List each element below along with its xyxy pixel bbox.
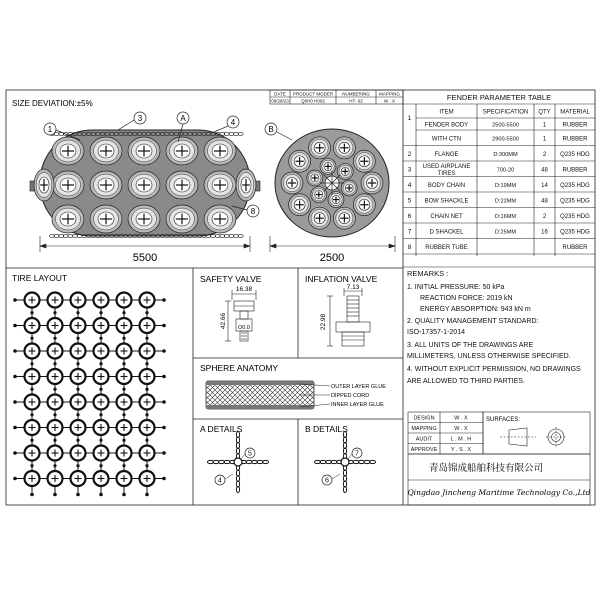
layout-shackle <box>145 388 148 391</box>
safety-valve-title: SAFETY VALVE <box>200 274 262 284</box>
layout-shackle <box>162 426 166 430</box>
layout-shackle <box>53 337 56 340</box>
layout-shackle <box>162 451 166 455</box>
row-item: RUBBER TUBE <box>425 244 468 251</box>
layout-shackle <box>99 362 102 365</box>
layout-tire <box>48 446 63 461</box>
stamp-value: HT- 02 <box>349 98 363 104</box>
row-number: 3 <box>407 166 412 174</box>
callout-8: 8 <box>250 207 256 216</box>
fender-side-view <box>30 130 260 237</box>
layout-tire <box>25 471 40 486</box>
end-tire <box>353 194 375 216</box>
layout-shackle <box>53 311 56 314</box>
layout-tire <box>71 471 86 486</box>
remarks-line: ARE ALLOWED TO THIRD PARTIES. <box>407 378 525 385</box>
fender-parameter-table <box>403 93 595 256</box>
company-name-english: Qingdao Jincheng Maritime Technology Co.,Ltd <box>407 488 591 497</box>
table-header: SPECIFICATION <box>482 109 529 116</box>
stamp-header: NUMBERING <box>342 91 370 97</box>
layout-shackle <box>76 464 79 467</box>
callout-3: 3 <box>137 114 143 123</box>
callout-a: A <box>180 114 186 123</box>
end-tire <box>341 180 357 196</box>
stamp-value: W . X <box>384 98 395 104</box>
remarks-line: 4. WITHOUT EXPLICIT PERMISSION, NO DRAWINGS <box>407 366 581 373</box>
layout-shackle <box>13 298 17 302</box>
side-tire <box>236 169 256 201</box>
safety-valve-width-dim: 16.38 <box>235 286 253 293</box>
stamp-value: 09/28/23 <box>271 98 289 104</box>
tire-layout-title: TIRE LAYOUT <box>12 273 68 283</box>
layout-shackle <box>53 439 56 442</box>
remarks-line: 2. QUALITY MANAGEMENT STANDARD: <box>407 318 539 325</box>
layout-tire <box>94 293 109 308</box>
side-tire <box>90 137 122 165</box>
a-details-drawing <box>208 432 269 493</box>
row-qty: 16 <box>541 229 548 236</box>
end-tire <box>328 192 344 208</box>
b-details-drawing <box>315 432 376 493</box>
layout-tire <box>48 471 63 486</box>
layout-tire <box>48 344 63 359</box>
layout-tire <box>140 395 155 410</box>
layout-shackle <box>99 337 102 340</box>
layout-tire <box>117 369 132 384</box>
layout-shackle <box>122 311 125 314</box>
layout-shackle <box>13 349 17 353</box>
end-tire <box>289 194 311 216</box>
side-tire <box>128 205 160 233</box>
row-material: Q235 HDG <box>560 229 590 236</box>
layout-shackle <box>145 439 148 442</box>
layout-shackle <box>145 464 148 467</box>
shackle <box>341 458 349 466</box>
dimension-lines <box>40 236 395 252</box>
layout-shackle <box>162 324 166 328</box>
layout-shackle <box>30 464 33 467</box>
end-tire <box>311 187 327 203</box>
remarks-line: ENERGY ABSORPTION: 943 kN m <box>420 306 531 313</box>
layout-shackle <box>76 311 79 314</box>
row-item: TIRES <box>437 170 456 177</box>
layout-shackle <box>99 493 103 497</box>
layout-tire <box>71 446 86 461</box>
side-tire <box>166 137 198 165</box>
callout-1: 1 <box>47 125 53 134</box>
layout-shackle <box>76 493 80 497</box>
end-tire <box>309 207 331 229</box>
table-header: MATERIAL <box>560 109 590 116</box>
layout-shackle <box>162 477 166 481</box>
row-spec: D:16MM <box>494 213 517 220</box>
layout-tire <box>25 446 40 461</box>
title-row-label: AUDIT <box>415 436 433 443</box>
end-tire <box>361 172 383 194</box>
layout-shackle <box>76 413 79 416</box>
title-row-label: DESIGN <box>413 415 435 422</box>
layout-shackle <box>30 362 33 365</box>
layout-shackle <box>30 439 33 442</box>
side-tire <box>128 171 160 199</box>
side-tire <box>166 205 198 233</box>
layout-shackle <box>30 493 34 497</box>
row-item: BODY CHAIN <box>427 182 466 189</box>
layout-shackle <box>122 362 125 365</box>
end-tire <box>289 150 311 172</box>
layout-shackle <box>99 439 102 442</box>
row-item: FENDER BODY <box>424 122 469 129</box>
size-deviation-note: SIZE DEVIATION:±5% <box>12 99 93 108</box>
layout-shackle <box>99 311 102 314</box>
shackle <box>234 458 242 466</box>
inflation-valve-height-dim: 22.98 <box>320 313 327 331</box>
layout-shackle <box>122 493 126 497</box>
layout-tire <box>94 395 109 410</box>
layout-tire <box>117 344 132 359</box>
layout-tire <box>25 318 40 333</box>
layout-tire <box>71 420 86 435</box>
layout-tire <box>71 344 86 359</box>
layout-shackle <box>30 388 33 391</box>
layout-tire <box>117 471 132 486</box>
layout-tire <box>48 318 63 333</box>
diameter-dimension: 2500 <box>319 252 345 264</box>
callout-b: B <box>268 125 274 134</box>
row-spec: D:22MM <box>494 198 517 205</box>
inflation-valve-width-dim: 7.13 <box>346 284 360 291</box>
inner-layer-label: INNER LAYER GLUE <box>331 402 384 408</box>
side-tire <box>52 137 84 165</box>
layout-shackle <box>145 311 148 314</box>
row-number: 8 <box>407 243 412 251</box>
outer-layer-label: OUTER LAYER GLUE <box>331 384 386 390</box>
layout-shackle <box>30 337 33 340</box>
layout-shackle <box>53 493 57 497</box>
row-number: 4 <box>407 181 412 189</box>
row-material: Q235 HDG <box>560 213 590 220</box>
layout-shackle <box>162 298 166 302</box>
b-details-title: B DETAILS <box>305 424 348 434</box>
row-item: WITH CTN <box>431 136 462 143</box>
layout-tire <box>25 344 40 359</box>
row-spec: 700-20 <box>496 167 515 174</box>
layout-tire <box>140 293 155 308</box>
a-detail-callout-5: 5 <box>248 450 252 458</box>
remarks-section <box>407 269 581 385</box>
remarks-line: ISO-17357-1-2014 <box>407 329 465 336</box>
layout-shackle <box>76 388 79 391</box>
safety-valve-diameter-dim: O0.0 <box>238 325 250 331</box>
stamp-value: Q0H0 H002 <box>301 98 325 104</box>
layout-shackle <box>13 426 17 430</box>
layout-shackle <box>13 400 17 404</box>
tire-layout-grid <box>13 293 166 497</box>
layout-shackle <box>13 324 17 328</box>
table-header: ITEM <box>439 109 454 116</box>
row-number: 7 <box>407 228 412 236</box>
length-dimension: 5500 <box>132 252 158 264</box>
title-row-label: APPROVE <box>410 447 438 453</box>
end-tire <box>333 137 355 159</box>
row-item: USED AIRPLANE <box>422 163 471 170</box>
row-material: RUBBER <box>562 244 588 251</box>
layout-tire <box>71 293 86 308</box>
row-item: CHAIN NET <box>430 213 463 220</box>
side-tire <box>52 205 84 233</box>
layout-shackle <box>13 477 17 481</box>
side-tire <box>128 137 160 165</box>
safety-valve-drawing <box>225 290 256 341</box>
row-item: BOW SHACKLE <box>424 198 469 205</box>
row-material: RUBBER <box>562 122 588 129</box>
layout-tire <box>25 293 40 308</box>
layout-tire <box>25 420 40 435</box>
layout-shackle <box>122 337 125 340</box>
side-tire <box>34 169 54 201</box>
layout-shackle <box>145 493 149 497</box>
layout-shackle <box>30 311 33 314</box>
b-detail-callout-6: 6 <box>325 477 329 485</box>
row-qty: 48 <box>541 167 548 174</box>
end-tire <box>333 207 355 229</box>
layout-shackle <box>122 388 125 391</box>
row-qty: 2 <box>542 151 547 158</box>
row-number: 1 <box>407 115 412 122</box>
layout-tire <box>140 369 155 384</box>
row-qty: 14 <box>541 182 548 189</box>
row-material: RUBBER <box>562 136 588 143</box>
layout-shackle <box>99 388 102 391</box>
row-qty: 1 <box>542 122 547 129</box>
row-spec: D:300MM <box>493 151 518 158</box>
side-tire <box>166 171 198 199</box>
stamp-header: MAPPING <box>379 91 400 97</box>
b-detail-callout-7: 7 <box>355 450 359 458</box>
stamp-header: DATE <box>274 91 286 97</box>
end-tire <box>309 137 331 159</box>
layout-shackle <box>145 337 148 340</box>
title-row-value: W . X <box>454 426 468 432</box>
side-tire <box>204 137 236 165</box>
a-details-title: A DETAILS <box>200 424 243 434</box>
remarks-line: 3. ALL UNITS OF THE DRAWINGS ARE <box>407 342 534 349</box>
layout-tire <box>94 420 109 435</box>
layout-tire <box>117 420 132 435</box>
layout-shackle <box>53 413 56 416</box>
row-spec: 2500-5500 <box>492 122 519 129</box>
sphere-anatomy-title: SPHERE ANATOMY <box>200 363 279 373</box>
title-row-label: MAPPING <box>411 426 437 432</box>
row-item: D SHACKEL <box>429 229 464 236</box>
surfaces-label: SURFACES: <box>486 417 521 423</box>
layout-shackle <box>76 362 79 365</box>
table-title: FENDER PARAMETER TABLE <box>446 93 552 102</box>
title-row-value: L . M . H <box>450 436 472 443</box>
layout-shackle <box>13 375 17 379</box>
remarks-line: 1. INITIAL PRESSURE: 50 kPa <box>407 284 505 291</box>
layout-shackle <box>13 451 17 455</box>
row-material: RUBBER <box>562 167 588 174</box>
stamp-header: PRODUCT MODER <box>292 91 334 97</box>
layout-tire <box>140 471 155 486</box>
fender-end-view <box>275 129 389 237</box>
title-row-value: W . X <box>454 415 468 422</box>
a-detail-callout-4: 4 <box>218 477 222 485</box>
layout-tire <box>140 344 155 359</box>
layout-tire <box>48 395 63 410</box>
layout-tire <box>71 318 86 333</box>
layout-shackle <box>162 349 166 353</box>
layout-shackle <box>30 413 33 416</box>
row-number: 6 <box>407 212 412 220</box>
layout-tire <box>117 395 132 410</box>
end-tire <box>307 170 323 186</box>
row-spec: 2900-5500 <box>492 136 519 143</box>
side-tire <box>90 205 122 233</box>
row-item: FLANGE <box>434 151 459 158</box>
side-tire <box>90 171 122 199</box>
side-tire <box>52 171 84 199</box>
row-material: Q235 HDG <box>560 182 590 189</box>
callout-4: 4 <box>230 118 236 127</box>
row-spec: D:19MM <box>494 182 517 189</box>
dipped-cord-label: DIPPED CORD <box>331 393 370 399</box>
safety-valve-height-dim: 42.66 <box>220 312 227 330</box>
inflation-valve-drawing <box>327 288 370 346</box>
layout-shackle <box>145 413 148 416</box>
layout-tire <box>140 420 155 435</box>
layout-tire <box>117 446 132 461</box>
layout-shackle <box>122 413 125 416</box>
remarks-line: REACTION FORCE: 2019 kN <box>420 295 513 302</box>
side-tire <box>204 171 236 199</box>
layout-tire <box>25 395 40 410</box>
row-qty: 1 <box>542 136 547 143</box>
remarks-title: REMARKS : <box>407 269 449 278</box>
layout-tire <box>94 446 109 461</box>
layout-tire <box>48 369 63 384</box>
layout-tire <box>140 318 155 333</box>
row-number: 5 <box>407 197 412 205</box>
layout-shackle <box>53 362 56 365</box>
row-number: 2 <box>407 150 412 158</box>
remarks-line: MILLIMETERS, UNLESS OTHERWISE SPECIFIED. <box>407 353 571 360</box>
layout-shackle <box>145 362 148 365</box>
layout-tire <box>25 369 40 384</box>
layout-tire <box>94 318 109 333</box>
layout-shackle <box>76 337 79 340</box>
layout-tire <box>48 293 63 308</box>
table-header: QTY <box>538 109 551 116</box>
end-tire <box>281 172 303 194</box>
row-spec: D:25MM <box>494 229 517 236</box>
layout-shackle <box>53 464 56 467</box>
layout-tire <box>71 369 86 384</box>
surfaces-symbol <box>500 427 566 447</box>
title-row-value: Y . S . X <box>450 447 472 453</box>
layout-tire <box>117 318 132 333</box>
company-name-chinese: 青岛锦成船舶科技有限公司 <box>428 463 544 474</box>
layout-tire <box>117 293 132 308</box>
layout-tire <box>94 369 109 384</box>
row-qty: 2 <box>542 213 547 220</box>
layout-shackle <box>162 400 166 404</box>
layout-tire <box>140 446 155 461</box>
layout-tire <box>48 420 63 435</box>
end-tire <box>353 150 375 172</box>
layout-shackle <box>99 413 102 416</box>
layout-shackle <box>122 464 125 467</box>
row-qty: 48 <box>541 198 548 205</box>
layout-tire <box>94 344 109 359</box>
layout-shackle <box>99 464 102 467</box>
end-tire <box>337 163 353 179</box>
layout-shackle <box>122 439 125 442</box>
inflation-valve-title: INFLATION VALVE <box>305 274 378 284</box>
layout-tire <box>94 471 109 486</box>
layout-shackle <box>162 375 166 379</box>
row-material: Q235 HDG <box>560 151 590 158</box>
layout-tire <box>71 395 86 410</box>
layout-shackle <box>76 439 79 442</box>
sphere-layer-drawing <box>206 381 330 409</box>
end-tire <box>320 158 336 174</box>
layout-shackle <box>53 388 56 391</box>
side-tire <box>204 205 236 233</box>
row-material: Q235 HDG <box>560 198 590 205</box>
